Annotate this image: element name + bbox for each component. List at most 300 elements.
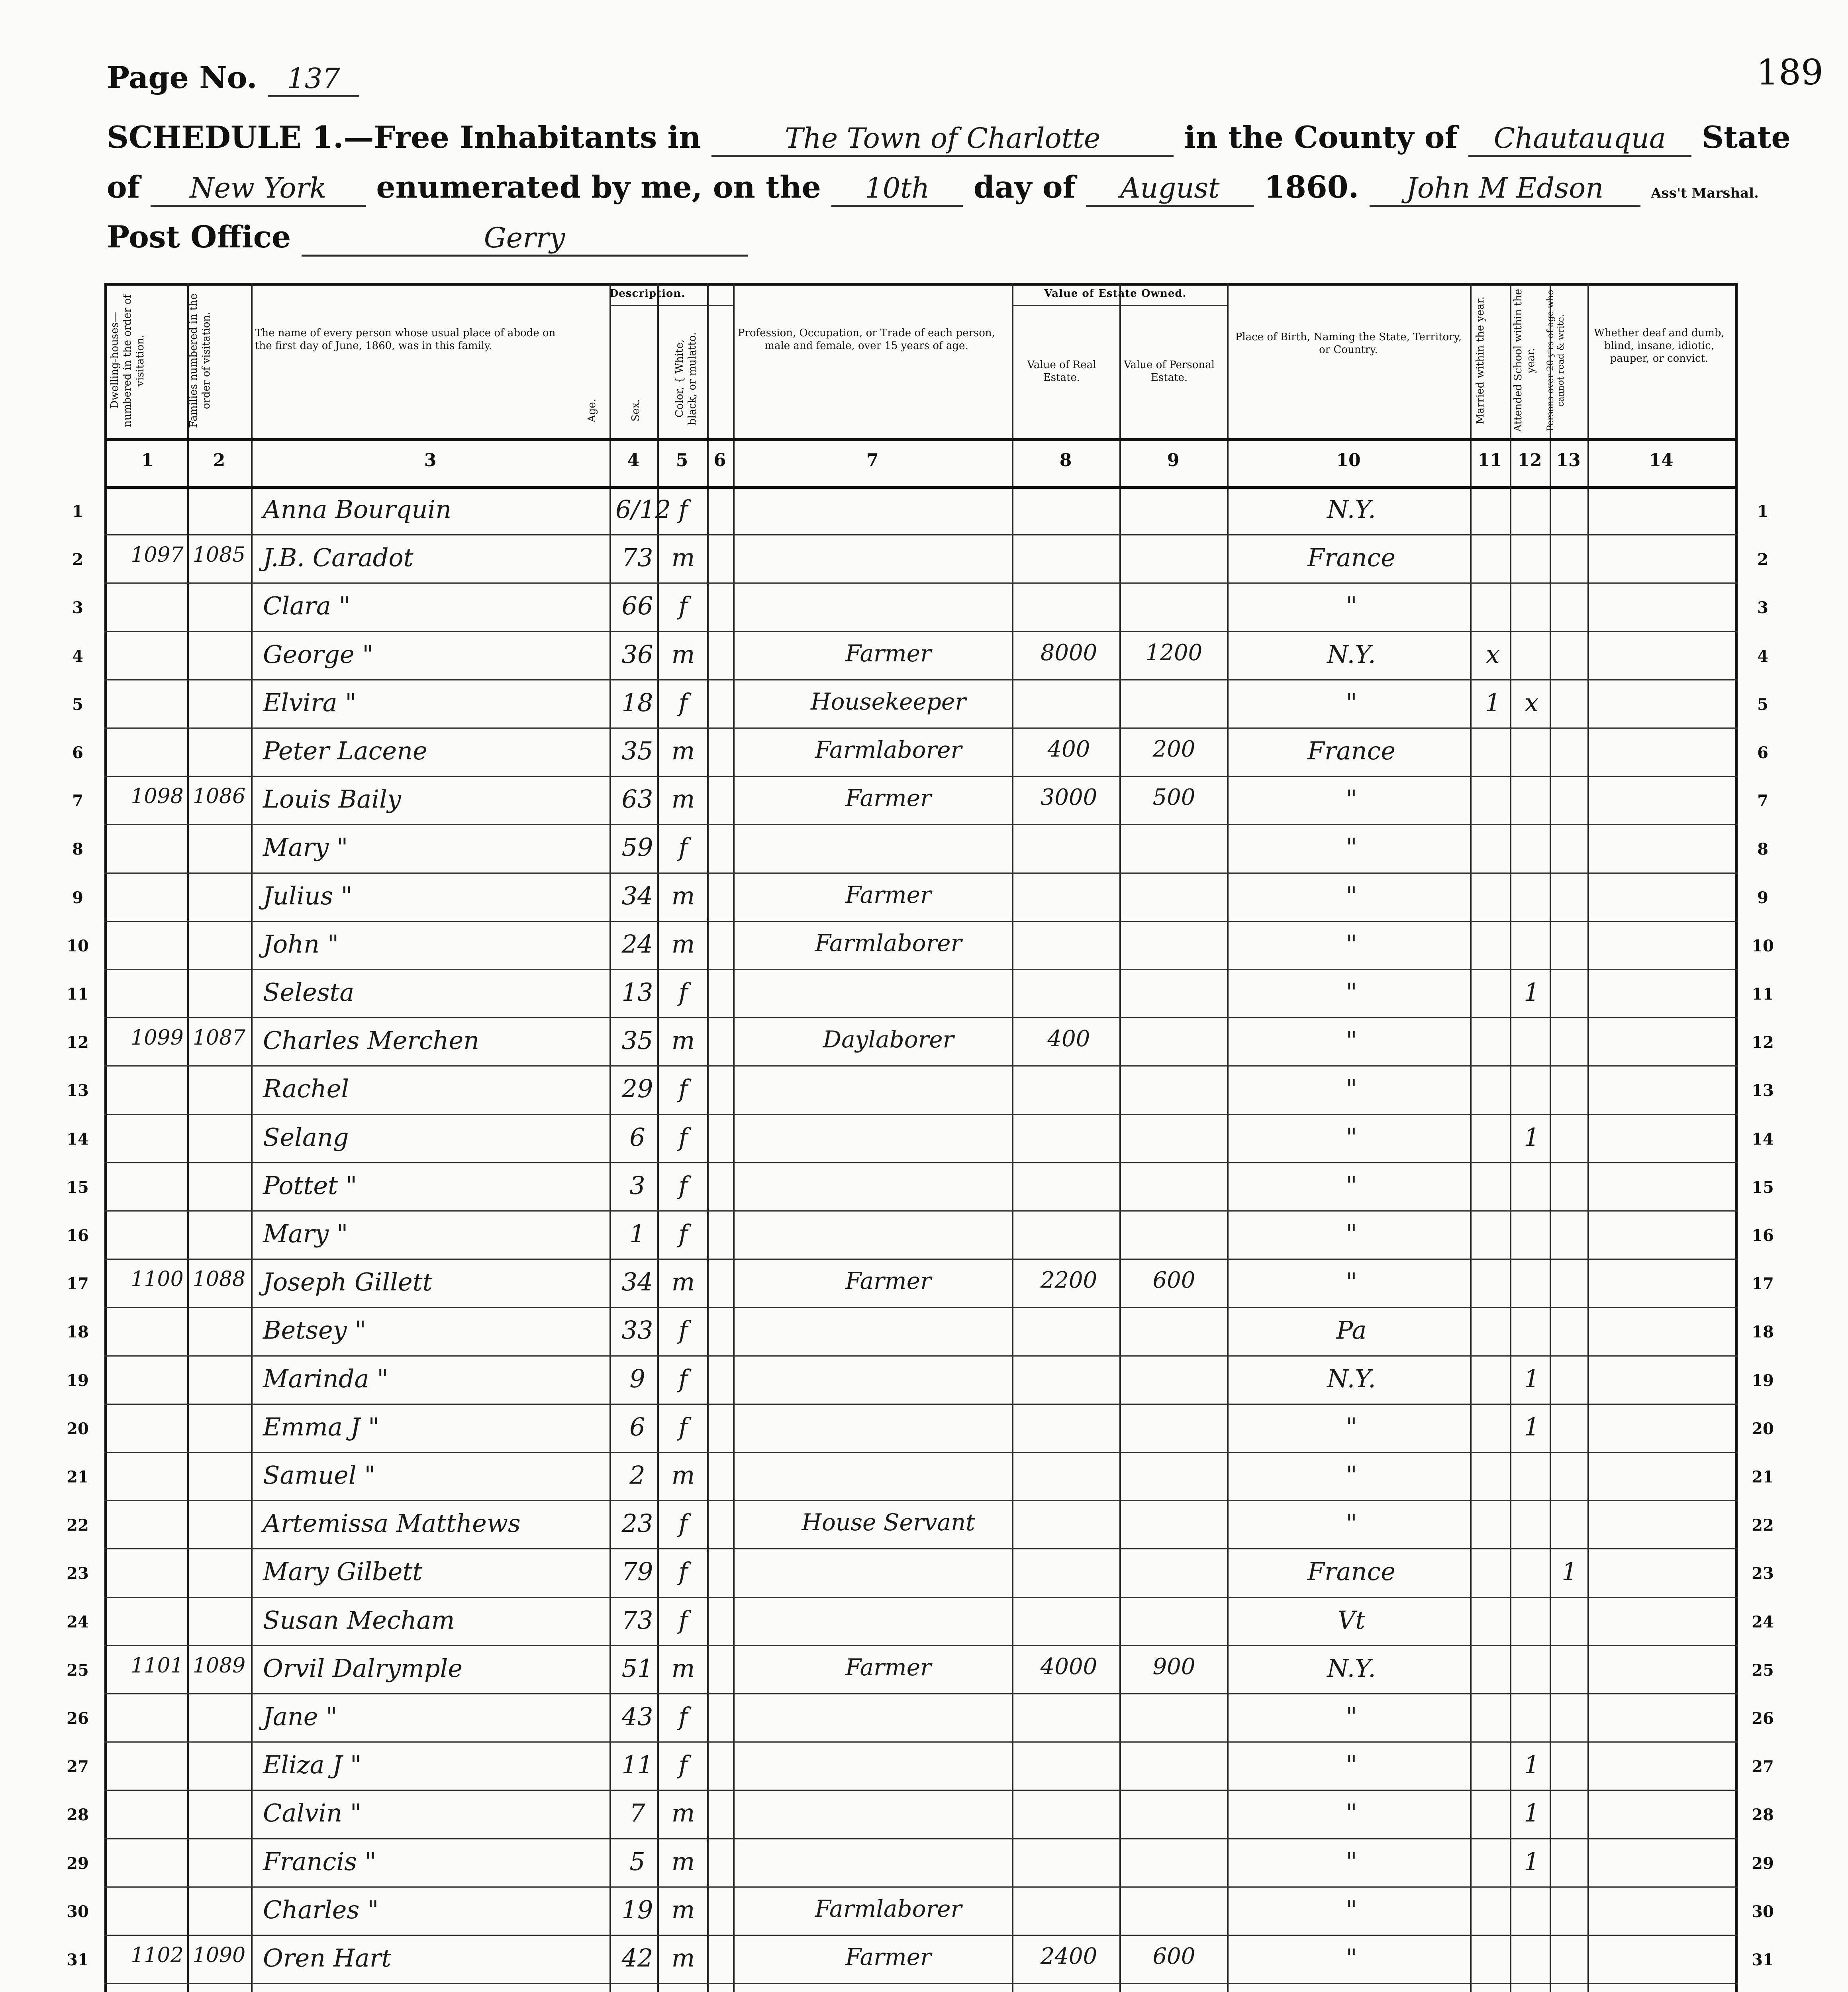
- birthplace: N.Y.: [1327, 639, 1376, 669]
- age: 3: [629, 1170, 645, 1200]
- row-rule: [104, 921, 1738, 922]
- personal-estate-value: 600: [1152, 1267, 1195, 1294]
- school-mark: 1: [1524, 1750, 1540, 1780]
- column-number: 13: [1556, 450, 1581, 471]
- row-number-left: 9: [72, 888, 83, 907]
- occupation: Farmer: [845, 784, 931, 812]
- occupation: Farmlaborer: [815, 736, 962, 763]
- col-head-sex: Sex.: [630, 399, 642, 422]
- personal-estate-value: 900: [1152, 1653, 1195, 1680]
- row-number-left: 2: [72, 550, 83, 569]
- age: 35: [621, 1026, 653, 1055]
- dwelling-number: 1102: [131, 1943, 184, 1967]
- school-mark: 1: [1524, 1122, 1540, 1152]
- col-head-name: The name of every person whose usual place of abode on the first day of June, 1860, was in this family.: [255, 327, 556, 352]
- birthplace: ": [1346, 1074, 1357, 1104]
- school-mark: 1: [1524, 1364, 1540, 1393]
- real-estate-value: 2400: [1040, 1943, 1097, 1969]
- person-name: Peter Lacene: [263, 736, 427, 765]
- row-number-right: 14: [1752, 1129, 1774, 1149]
- person-name: Clara ": [263, 591, 351, 621]
- age: 7: [629, 1798, 645, 1828]
- row-number-right: 23: [1752, 1564, 1774, 1583]
- row-number-left: 8: [72, 840, 83, 859]
- column-rule: [1119, 283, 1121, 1992]
- page-number-line: [107, 60, 359, 97]
- row-number-right: 6: [1757, 743, 1768, 762]
- read-write-mark: 1: [1562, 1557, 1578, 1586]
- col-head-occupation: Profession, Occupation, or Trade of each person, male and female, over 15 years of age.: [738, 327, 995, 352]
- sex: m: [671, 1798, 695, 1828]
- occupation: Daylaborer: [823, 1026, 954, 1053]
- marshal-field: John M Edson: [1370, 169, 1640, 207]
- row-number-left: 14: [67, 1129, 89, 1149]
- personal-estate-value: 500: [1152, 784, 1195, 811]
- birthplace: ": [1346, 1702, 1357, 1731]
- school-mark: x: [1525, 688, 1539, 717]
- post-office-field: Gerry: [302, 219, 748, 257]
- person-name: Francis ": [263, 1847, 376, 1876]
- real-estate-value: 4000: [1040, 1653, 1097, 1680]
- row-rule: [609, 305, 733, 306]
- personal-estate-value: 1200: [1145, 639, 1203, 666]
- age: 13: [621, 978, 653, 1007]
- age: 6/12: [615, 495, 671, 524]
- row-number-left: 12: [67, 1033, 89, 1052]
- age: 34: [621, 881, 653, 910]
- column-number: 10: [1336, 450, 1361, 471]
- person-name: Betsey ": [263, 1316, 366, 1345]
- row-number-right: 27: [1752, 1757, 1774, 1776]
- row-number-right: 28: [1752, 1806, 1774, 1825]
- post-office-label: Post Office: [107, 219, 291, 255]
- row-number-right: 2: [1757, 550, 1768, 569]
- month-field: August: [1086, 169, 1254, 207]
- row-rule: [104, 1693, 1738, 1694]
- column-rule: [733, 283, 735, 1992]
- occupation: Farmer: [845, 1653, 931, 1681]
- dwelling-number: 1097: [131, 543, 184, 567]
- column-number: 9: [1167, 450, 1180, 471]
- row-number-right: 24: [1752, 1612, 1774, 1631]
- col-head-dwelling: Dwelling-houses— numbered in the order of visitation.: [109, 294, 146, 427]
- row-number-left: 28: [67, 1806, 89, 1825]
- row-rule: [104, 1548, 1738, 1549]
- sex: f: [678, 1219, 688, 1248]
- person-name: Charles ": [263, 1895, 379, 1924]
- sex: f: [678, 978, 688, 1007]
- person-name: Pottet ": [263, 1170, 357, 1200]
- personal-estate-value: 200: [1152, 736, 1195, 762]
- row-number-right: 15: [1752, 1178, 1774, 1197]
- birthplace: ": [1346, 1170, 1357, 1200]
- birthplace: ": [1346, 881, 1357, 910]
- row-number-left: 11: [67, 985, 89, 1004]
- column-number: 5: [676, 450, 688, 471]
- dwelling-number: 1098: [131, 784, 184, 809]
- column-rule: [1012, 283, 1013, 1992]
- birthplace: ": [1346, 1267, 1357, 1297]
- person-name: Selang: [263, 1122, 349, 1152]
- row-number-right: 12: [1752, 1033, 1774, 1052]
- col-head-married: Married within the year.: [1474, 296, 1486, 425]
- row-rule: [1012, 305, 1227, 306]
- row-rule: [104, 1259, 1738, 1260]
- column-number: 2: [213, 450, 225, 471]
- row-number-left: 18: [67, 1323, 89, 1342]
- family-number: 1088: [192, 1267, 246, 1292]
- real-estate-value: 3000: [1040, 784, 1097, 811]
- person-name: Marinda ": [263, 1364, 388, 1393]
- row-number-right: 25: [1752, 1661, 1774, 1680]
- sex: f: [678, 1170, 688, 1200]
- birthplace: Pa: [1336, 1316, 1367, 1345]
- row-number-left: 24: [67, 1612, 89, 1631]
- row-rule: [104, 1886, 1738, 1888]
- person-name: Louis Baily: [263, 784, 401, 814]
- person-name: Jane ": [263, 1702, 337, 1731]
- row-number-left: 29: [67, 1854, 89, 1873]
- real-estate-value: 400: [1047, 1026, 1090, 1052]
- person-name: George ": [263, 639, 374, 669]
- sex: m: [671, 1943, 695, 1972]
- of-label: of: [107, 169, 140, 205]
- age: 5: [629, 1847, 645, 1876]
- row-number-right: 10: [1752, 936, 1774, 955]
- column-rule: [707, 283, 709, 1992]
- person-name: Eliza J ": [263, 1750, 362, 1780]
- birthplace: ": [1346, 688, 1357, 717]
- family-number: 1085: [192, 543, 246, 567]
- birthplace: N.Y.: [1327, 1364, 1376, 1393]
- family-number: 1086: [192, 784, 246, 809]
- birthplace: ": [1346, 929, 1357, 959]
- column-rule: [609, 283, 611, 1992]
- birthplace: France: [1307, 1557, 1395, 1586]
- row-rule: [104, 1404, 1738, 1405]
- school-mark: 1: [1524, 978, 1540, 1007]
- col-head-real-estate: Value of Real Estate.: [1027, 359, 1096, 384]
- col-group-description: Description.: [609, 288, 686, 300]
- person-name: Samuel ": [263, 1461, 376, 1490]
- row-number-left: 5: [72, 695, 83, 714]
- real-estate-value: 8000: [1040, 639, 1097, 666]
- year-label: 1860.: [1264, 169, 1359, 205]
- sex: f: [678, 1557, 688, 1586]
- column-rule: [1550, 283, 1551, 1992]
- occupation: Farmlaborer: [815, 1895, 962, 1922]
- enumeration-line: [107, 169, 1759, 207]
- row-rule: [104, 679, 1738, 680]
- row-number-right: 22: [1752, 1516, 1774, 1535]
- schedule-line: [107, 120, 1791, 157]
- row-number-left: 3: [72, 598, 83, 618]
- row-rule: [104, 438, 1738, 441]
- age: 42: [621, 1943, 653, 1972]
- row-rule: [104, 1162, 1738, 1163]
- column-rule: [1587, 283, 1589, 1992]
- row-number-left: 6: [72, 743, 83, 762]
- row-number-left: 27: [67, 1757, 89, 1776]
- row-number-right: 5: [1757, 695, 1768, 714]
- person-name: Mary ": [263, 833, 348, 862]
- column-number: 3: [424, 450, 437, 471]
- row-number-left: 31: [67, 1951, 89, 1969]
- person-name: Charles Merchen: [263, 1026, 480, 1055]
- person-name: Artemissa Matthews: [263, 1509, 521, 1538]
- birthplace: ": [1346, 1026, 1357, 1055]
- sex: f: [678, 1074, 688, 1104]
- row-rule: [104, 1114, 1738, 1115]
- person-name: Selesta: [263, 978, 355, 1007]
- town-field: The Town of Charlotte: [711, 120, 1174, 157]
- age: 73: [621, 1605, 653, 1635]
- column-rule: [187, 283, 189, 1992]
- column-number: 12: [1517, 450, 1542, 471]
- row-rule: [104, 1065, 1738, 1067]
- occupation: Farmer: [845, 639, 931, 667]
- row-rule: [104, 631, 1738, 632]
- row-rule: [104, 1935, 1738, 1936]
- occupation: Farmlaborer: [815, 929, 962, 957]
- age: 51: [621, 1653, 653, 1683]
- age: 9: [629, 1364, 645, 1393]
- column-number: 6: [713, 450, 726, 471]
- col-head-age: Age.: [586, 398, 598, 422]
- row-rule: [104, 1017, 1738, 1018]
- age: 43: [621, 1702, 653, 1731]
- occupation: Farmer: [845, 881, 931, 908]
- row-number-right: 17: [1752, 1274, 1774, 1294]
- sex: m: [671, 1026, 695, 1055]
- row-number-left: 20: [67, 1419, 89, 1438]
- column-rule: [251, 283, 253, 1992]
- marshal-label: Ass't Marshal.: [1651, 185, 1759, 201]
- sex: m: [671, 1895, 695, 1924]
- column-rule: [1227, 283, 1229, 1992]
- age: 2: [629, 1461, 645, 1490]
- row-rule: [104, 1838, 1738, 1839]
- birthplace: ": [1346, 978, 1357, 1007]
- family-number: 1087: [192, 1026, 246, 1050]
- age: 36: [621, 639, 653, 669]
- col-head-color: Color, { White, black, or mulatto.: [674, 332, 698, 425]
- column-rule: [1470, 283, 1472, 1992]
- col-head-read-write: Persons over 20 y'rs of age who cannot read & write.: [1546, 290, 1566, 431]
- row-number-right: 7: [1757, 792, 1768, 811]
- county-field: Chautauqua: [1468, 120, 1691, 157]
- age: 1: [629, 1219, 645, 1248]
- row-number-right: 4: [1757, 647, 1768, 666]
- person-name: Mary ": [263, 1219, 348, 1248]
- row-rule: [104, 1355, 1738, 1357]
- school-mark: 1: [1524, 1847, 1540, 1876]
- row-number-right: 9: [1757, 888, 1768, 907]
- age: 29: [621, 1074, 653, 1104]
- state-field: New York: [151, 169, 366, 207]
- birthplace: ": [1346, 1943, 1357, 1972]
- row-rule: [104, 776, 1738, 777]
- row-number-left: 26: [67, 1709, 89, 1728]
- person-name: Anna Bourquin: [263, 495, 452, 524]
- sex: m: [671, 784, 695, 814]
- sex: f: [678, 1702, 688, 1731]
- birthplace: ": [1346, 1847, 1357, 1876]
- person-name: Mary Gilbett: [263, 1557, 423, 1586]
- occupation: Farmer: [845, 1267, 931, 1295]
- birthplace: ": [1346, 591, 1357, 621]
- birthplace: ": [1346, 1461, 1357, 1490]
- row-rule: [104, 1500, 1738, 1501]
- column-number: 14: [1649, 450, 1674, 471]
- age: 34: [621, 1267, 653, 1297]
- row-rule: [104, 824, 1738, 825]
- day-of-label: day of: [973, 169, 1076, 205]
- column-number: 1: [141, 450, 154, 471]
- column-number: 8: [1059, 450, 1072, 471]
- sex: f: [678, 1412, 688, 1441]
- age: 35: [621, 736, 653, 765]
- birthplace: ": [1346, 1219, 1357, 1248]
- state-label: State: [1702, 120, 1791, 155]
- col-head-family: Families numbered in the order of visitation.: [188, 293, 212, 428]
- row-rule: [104, 1983, 1738, 1984]
- age: 6: [629, 1122, 645, 1152]
- column-number: 11: [1478, 450, 1502, 471]
- age: 73: [621, 543, 653, 573]
- county-label: in the County of: [1184, 120, 1458, 155]
- family-number: 1090: [192, 1943, 246, 1967]
- sex: m: [671, 639, 695, 669]
- dwelling-number: 1100: [131, 1267, 184, 1292]
- birthplace: ": [1346, 1895, 1357, 1924]
- row-number-right: 20: [1752, 1419, 1774, 1438]
- row-rule: [104, 1741, 1738, 1743]
- person-name: Orvil Dalrymple: [263, 1653, 463, 1683]
- column-number: 7: [866, 450, 879, 471]
- occupation: House Servant: [802, 1509, 975, 1536]
- sex: m: [671, 881, 695, 910]
- row-number-left: 22: [67, 1516, 89, 1535]
- row-rule: [104, 486, 1738, 489]
- row-number-right: 21: [1752, 1468, 1774, 1486]
- row-number-left: 23: [67, 1564, 89, 1583]
- dwelling-number: 1099: [131, 1026, 184, 1050]
- row-number-right: 31: [1752, 1951, 1774, 1969]
- school-mark: 1: [1524, 1412, 1540, 1441]
- row-number-left: 15: [67, 1178, 89, 1197]
- row-number-right: 13: [1752, 1081, 1774, 1100]
- row-rule: [104, 534, 1738, 535]
- real-estate-value: 400: [1047, 736, 1090, 762]
- sex: f: [678, 1605, 688, 1635]
- birthplace: ": [1346, 1750, 1357, 1780]
- row-number-right: 26: [1752, 1709, 1774, 1728]
- age: 19: [621, 1895, 653, 1924]
- row-number-left: 21: [67, 1468, 89, 1486]
- day-field: 10th: [831, 169, 963, 207]
- row-number-left: 7: [72, 792, 83, 811]
- row-rule: [104, 1307, 1738, 1308]
- age: 6: [629, 1412, 645, 1441]
- age: 11: [621, 1750, 653, 1780]
- age: 23: [621, 1509, 653, 1538]
- sex: m: [671, 543, 695, 573]
- sex: m: [671, 1267, 695, 1297]
- sex: f: [678, 1122, 688, 1152]
- person-name: John ": [263, 929, 339, 959]
- row-rule: [104, 872, 1738, 874]
- row-number-left: 16: [67, 1226, 89, 1245]
- person-name: Rachel: [263, 1074, 349, 1104]
- school-mark: 1: [1524, 1798, 1540, 1828]
- row-number-right: 8: [1757, 840, 1768, 859]
- row-number-right: 11: [1752, 985, 1774, 1004]
- birthplace: ": [1346, 1509, 1357, 1538]
- sex: f: [678, 495, 688, 524]
- row-number-left: 1: [72, 502, 83, 521]
- birthplace: ": [1346, 1798, 1357, 1828]
- person-name: Oren Hart: [263, 1943, 392, 1972]
- real-estate-value: 2200: [1040, 1267, 1097, 1294]
- row-number-left: 30: [67, 1902, 89, 1921]
- row-number-right: 16: [1752, 1226, 1774, 1245]
- row-rule: [104, 969, 1738, 970]
- birthplace: France: [1307, 736, 1395, 765]
- row-rule: [104, 1645, 1738, 1646]
- col-head-deaf: Whether deaf and dumb, blind, insane, idiotic, pauper, or convict.: [1594, 327, 1725, 365]
- col-head-school: Attended School within the year.: [1512, 289, 1537, 432]
- row-number-right: 3: [1757, 598, 1768, 618]
- column-rule: [1510, 283, 1511, 1992]
- age: 24: [621, 929, 653, 959]
- row-rule: [104, 1790, 1738, 1791]
- row-number-right: 30: [1752, 1902, 1774, 1921]
- birthplace: N.Y.: [1327, 1653, 1376, 1683]
- sex: m: [671, 736, 695, 765]
- person-name: Elvira ": [263, 688, 357, 717]
- occupation: Housekeeper: [811, 688, 966, 715]
- person-name: J.B. Caradot: [263, 543, 413, 573]
- family-number: 1089: [192, 1653, 246, 1678]
- married-mark: 1: [1485, 688, 1501, 717]
- sex: m: [671, 929, 695, 959]
- row-number-right: 29: [1752, 1854, 1774, 1873]
- age: 63: [621, 784, 653, 814]
- row-number-right: 18: [1752, 1323, 1774, 1342]
- row-number-left: 17: [67, 1274, 89, 1294]
- sex: f: [678, 1316, 688, 1345]
- age: 66: [621, 591, 653, 621]
- sex: f: [678, 688, 688, 717]
- row-number-left: 25: [67, 1661, 89, 1680]
- schedule-label: SCHEDULE 1.—Free Inhabitants in: [107, 120, 701, 155]
- row-rule: [104, 1452, 1738, 1453]
- person-name: Joseph Gillett: [263, 1267, 433, 1297]
- sex: m: [671, 1461, 695, 1490]
- row-rule: [104, 1210, 1738, 1212]
- column-number: 4: [627, 450, 640, 471]
- row-rule: [104, 582, 1738, 584]
- row-number-right: 19: [1752, 1371, 1774, 1390]
- birthplace: Vt: [1337, 1605, 1366, 1635]
- person-name: Julius ": [263, 881, 353, 910]
- age: 59: [621, 833, 653, 862]
- col-group-estate: Value of Estate Owned.: [1044, 288, 1187, 300]
- birthplace: N.Y.: [1327, 495, 1376, 524]
- sex: f: [678, 833, 688, 862]
- row-number-left: 10: [67, 936, 89, 955]
